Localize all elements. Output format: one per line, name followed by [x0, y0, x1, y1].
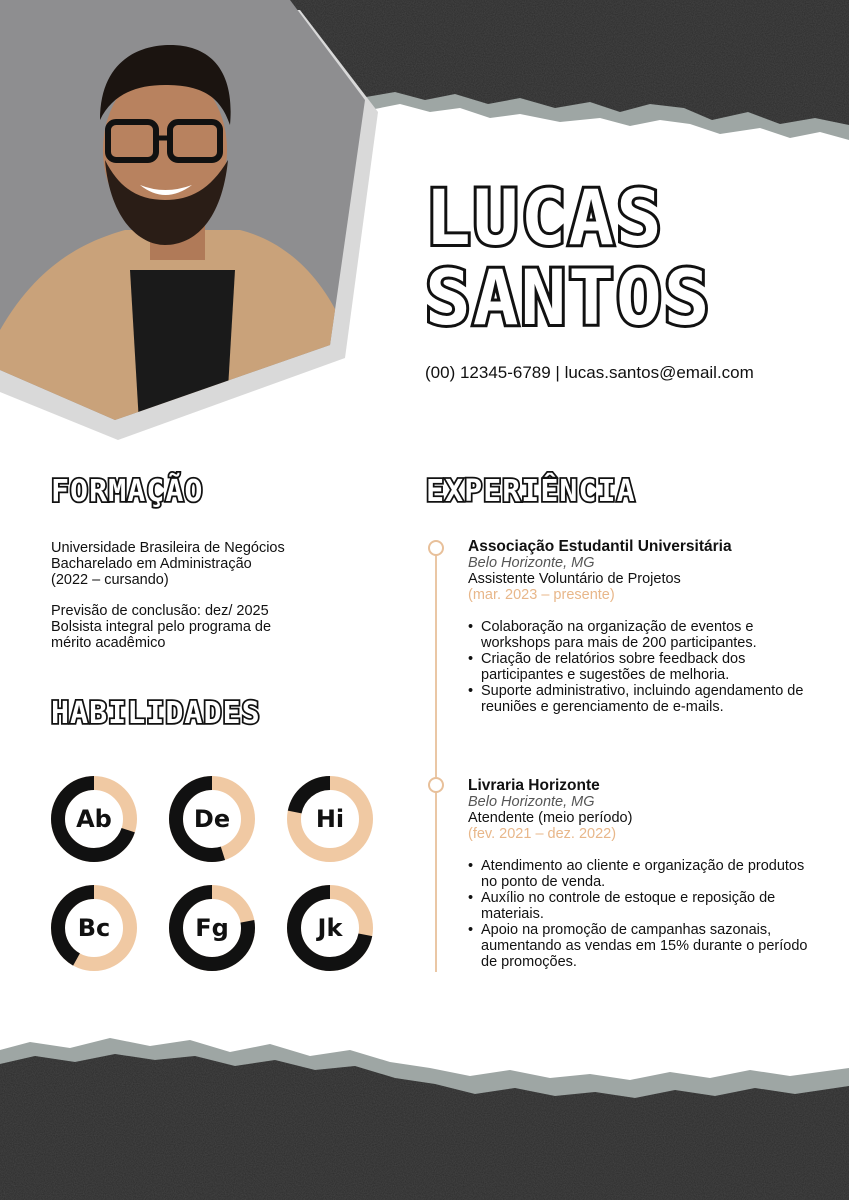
- education-heading: FORMAÇÃO: [51, 474, 204, 509]
- job-role: Atendente (meio período): [468, 810, 633, 826]
- skill-label: De: [193, 805, 231, 833]
- education-line: Bolsista integral pelo programa de: [51, 619, 272, 635]
- skill-ring: [48, 882, 140, 974]
- job-bullet: • Apoio na promoção de campanhas sazonais, aumentando as vendas em 15% durante o período de promoções.: [481, 922, 808, 970]
- skill-ring: [48, 773, 140, 865]
- skill-ring: [284, 773, 376, 865]
- skill-ring: [166, 773, 258, 865]
- candidate-name: [425, 173, 845, 342]
- education-line: Previsão de conclusão: dez/ 2025: [51, 603, 269, 619]
- education-line: mérito acadêmico: [51, 635, 166, 651]
- job-bullet: • Suporte administrativo, incluindo agendamento de reuniões e gerenciamento de e-mails.: [481, 683, 808, 715]
- skill-ring: [166, 882, 258, 974]
- education-line: Universidade Brasileira de Negócios: [51, 540, 285, 556]
- job-bullet: • Auxílio no controle de estoque e reposição de materiais.: [481, 890, 808, 922]
- education-line: (2022 – cursando): [51, 572, 169, 588]
- skill-label: Jk: [317, 914, 343, 942]
- contact-info: (00) 12345-6789 | lucas.santos@email.com: [425, 363, 754, 382]
- job-location: Belo Horizonte, MG: [468, 555, 595, 571]
- bottom-torn-paper-band: [0, 1020, 849, 1200]
- last-name: SANTOS: [425, 253, 712, 342]
- skill-label: Fg: [195, 914, 229, 942]
- job-period: (mar. 2023 – presente): [468, 587, 615, 603]
- first-name: LUCAS: [425, 173, 664, 262]
- job-bullets: [468, 858, 808, 970]
- timeline-dot: [428, 777, 444, 793]
- job-role: Assistente Voluntário de Projetos: [468, 571, 681, 587]
- job-bullets: [468, 619, 808, 715]
- job-company: Livraria Horizonte: [468, 777, 600, 794]
- skill-label: Ab: [76, 805, 112, 833]
- job-bullet: • Colaboração na organização de eventos e workshops para mais de 200 participantes.: [481, 619, 808, 651]
- job-bullet: • Criação de relatórios sobre feedback dos participantes e sugestões de melhoria.: [481, 651, 808, 683]
- skill-label: Hi: [315, 805, 345, 833]
- skill-label: Bc: [77, 914, 111, 942]
- job-location: Belo Horizonte, MG: [468, 794, 595, 810]
- experience-heading: EXPERIÊNCIA: [426, 474, 636, 509]
- education-section: [51, 540, 351, 651]
- job-entry: [468, 778, 808, 970]
- timeline-line: [435, 548, 437, 972]
- job-company: Associação Estudantil Universitária: [468, 538, 732, 555]
- job-period: (fev. 2021 – dez. 2022): [468, 826, 617, 842]
- skills-grid: [48, 773, 388, 978]
- timeline-dot: [428, 540, 444, 556]
- education-line: Bacharelado em Administração: [51, 556, 252, 572]
- job-bullet: • Atendimento ao cliente e organização de produtos no ponto de venda.: [481, 858, 808, 890]
- skills-heading: HABILIDADES: [51, 696, 261, 731]
- skill-ring: [284, 882, 376, 974]
- job-entry: [468, 539, 808, 715]
- profile-photo: [0, 0, 380, 440]
